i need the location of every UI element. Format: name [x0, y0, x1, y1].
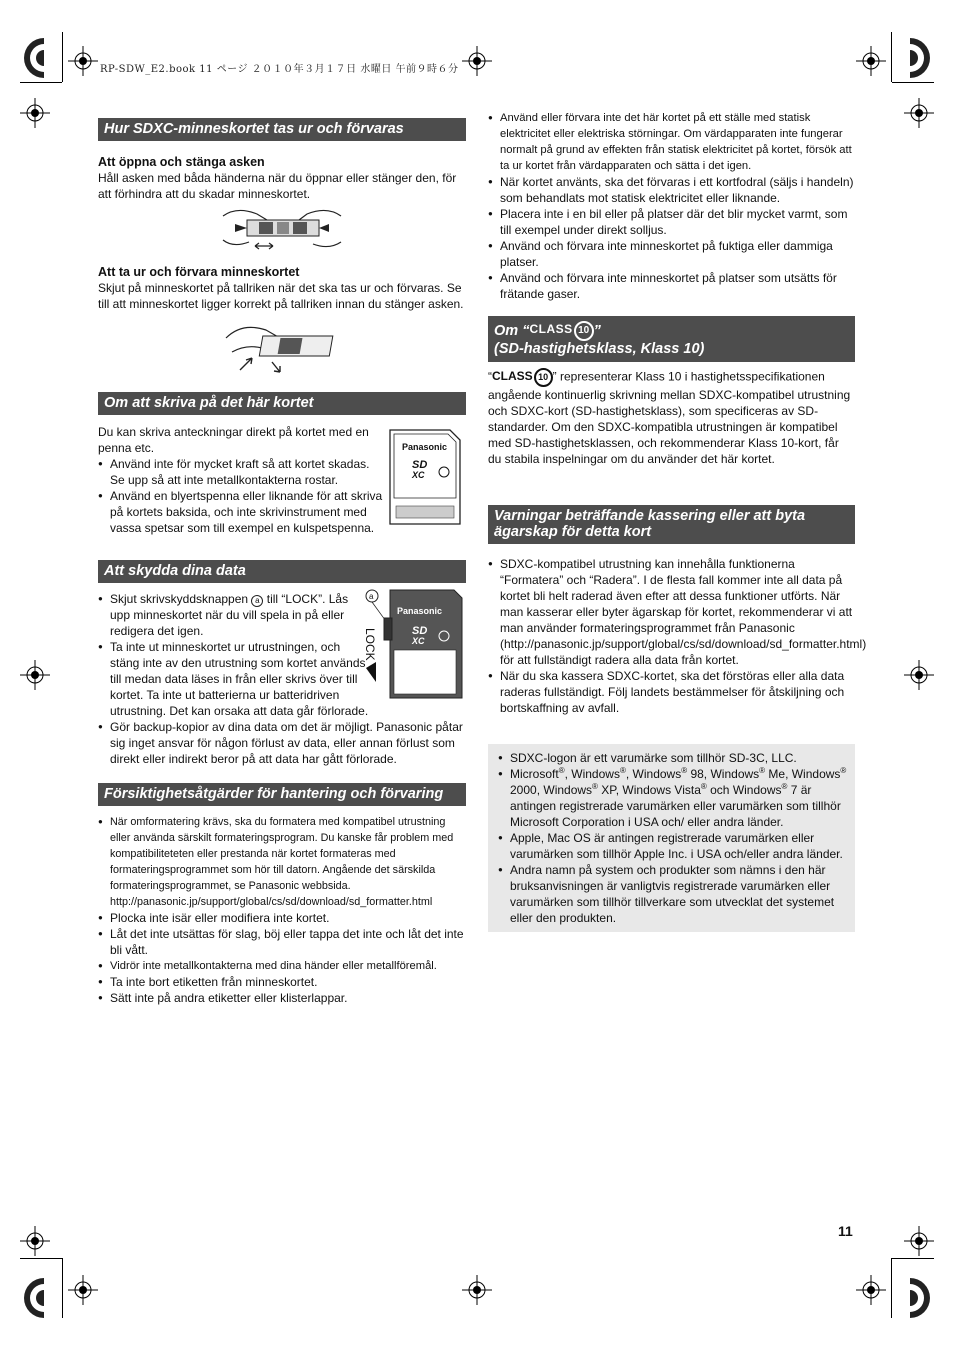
registration-mark-icon	[20, 660, 50, 690]
color-wheel-icon	[910, 1278, 934, 1318]
section-handling	[98, 783, 466, 1006]
left-column	[98, 118, 466, 1006]
svg-text:SD: SD	[412, 459, 428, 471]
paragraph: “CLASS 10 ” representerar Klass 10 i hastighetsspecifikationen angående kontinuerlig skrivning mellan SDXC-kompatibel utrustning och SDXC-kort (SD-hastighetsklass), som specificeras av SD-standarder. Om den SDXC-kompatibla utrustningen är kompatibel med SD-hastighetsklassen, och rekommenderar Klass 10-kort, får du stabila inspelningar om du använder det här kortet.	[488, 369, 851, 466]
color-wheel-icon	[20, 1278, 44, 1318]
svg-text:XC: XC	[412, 470, 425, 480]
section-remove-store	[98, 118, 466, 378]
section-heading: Att skydda dina data	[98, 560, 466, 583]
list-item: ● Gör backup-kopior av dina data om det är möjligt. Panasonic påtar sig inget ansvar för någon förlust av data, eller annan förlust som direkt eller indirekt beror på att data har gått förlorade.	[98, 719, 466, 767]
list-item: ● Microsoft®, Windows®, Windows® 98, Windows® Me, Windows® 2000, Windows® XP, Windows Vista® och Windows® 7 är antingen registrerade varumärken eller varumärken som tillhör Microsoft Corporation i USA och/ eller andra länder.	[498, 766, 847, 830]
crop-line	[62, 32, 63, 82]
registration-mark-icon	[68, 1275, 98, 1305]
list-item: ● Använd och förvara inte minneskortet på platser som utsätts för frätande gaser.	[488, 270, 855, 302]
card-brand: Panasonic	[402, 442, 448, 452]
list-item: ● Använd inte för mycket kraft så att kortet skadas. Se upp så att inte metallkontakterna rostar.	[98, 456, 386, 488]
section-heading: Om att skriva på det här kortet	[98, 392, 466, 415]
section-protect-data	[98, 560, 466, 767]
list-item: ● Ta inte bort etiketten från minneskortet.	[98, 974, 466, 990]
registration-mark-icon	[20, 1226, 50, 1256]
list-item: ● Andra namn på system och produkter som nämns i den här bruksanvisningen är vanligtvis registrerade varumärken eller varumärken som tillhör tillverkare som utvecklat det systemet eller den produkten.	[498, 862, 847, 926]
section-heading: Försiktighetsåtgärder för hantering och förvaring	[98, 783, 466, 806]
registration-mark-icon	[68, 46, 98, 76]
marker-a-icon: a	[251, 595, 263, 607]
paragraph: Du kan skriva anteckningar direkt på kortet med en penna etc.	[98, 425, 369, 455]
paragraph: Håll asken med båda händerna när du öppnar eller stänger den, för att förhindra att du skadar minneskortet.	[98, 171, 457, 201]
registration-mark-icon	[462, 46, 492, 76]
section-disposal	[488, 505, 867, 716]
sd-card-back-illustration	[388, 428, 462, 526]
bullet-list	[488, 556, 867, 716]
section-heading: Hur SDXC-minneskortet tas ur och förvaras	[98, 118, 466, 141]
list-item: ● SDXC-logon är ett varumärke som tillhör SD-3C, LLC.	[498, 750, 847, 766]
lock-label: LOCK	[363, 628, 377, 661]
subheading-open-close: Att öppna och stänga asken	[98, 155, 265, 169]
bullet-list	[98, 814, 466, 1006]
list-item: ● Använd eller förvara inte det här kortet på ett ställe med statisk elektricitet eller elektriska störningar. Om värdapparaten inte fungerar normalt på grund av effekten från statisk elektricitet på kortet, försök att ta ur kortet från värdapparaten och sätta i det igen.	[488, 110, 855, 174]
list-item: ● Låt det inte utsättas för slag, böj eller tappa det inte och låt det inte bli vått.	[98, 926, 466, 958]
card-brand: Panasonic	[397, 606, 443, 616]
bullet-list	[98, 456, 386, 536]
color-wheel-icon	[20, 38, 44, 78]
list-item: ● Plocka inte isär eller modifiera inte kortet.	[98, 910, 466, 926]
marker-a: a	[369, 592, 374, 601]
crop-line	[20, 1258, 62, 1259]
registration-mark-icon	[904, 1226, 934, 1256]
sd-card-lock-illustration	[362, 588, 466, 700]
list-item: ● Placera inte i en bil eller på platser där det blir mycket varmt, som till exempel under direkt solljus.	[488, 206, 855, 238]
list-item: ● När omformatering krävs, ska du formatera med kompatibel utrustning eller använda särskilt formateringsprogram. Du kanske får problem med kompatibiliteteten eller prestanda när kortet formateras med formateringsprogrammet som hör till datorn. Angående det särskilda formateringsprogrammet, se Panasonic webbsida. http://panasonic.jp/support/global/cs/sd/download/sd_formatter.html	[98, 814, 466, 910]
bullet-list	[488, 110, 855, 302]
page-number: 11	[838, 1223, 853, 1239]
list-item: ● Använd och förvara inte minneskortet på fuktiga eller dammiga platser.	[488, 238, 855, 270]
registration-mark-icon	[904, 98, 934, 128]
registration-mark-icon	[856, 46, 886, 76]
list-item: ● Apple, Mac OS är antingen registrerade varumärken eller varumärken som tillhör Apple Inc. i USA och/eller andra länder.	[498, 830, 847, 862]
hands-opening-case-illustration	[217, 202, 347, 258]
trademark-list	[498, 750, 847, 926]
list-item: ● När du ska kassera SDXC-kortet, ska det förstöras eller alla data raderas fullständigt. Följ landets bestämmelser för åtskiljning och bortskaffning av avfall.	[488, 668, 855, 716]
crop-line	[892, 82, 934, 83]
list-item: ● Använd en blyertspenna eller liknande för att skriva på kortets baksida, och inte skrivinstrument med vassa spetsar som till exempel en kulspetspenna.	[98, 488, 386, 536]
class10-logo-icon: CLASS 10	[529, 321, 593, 341]
section-class10	[488, 316, 855, 467]
crop-line	[892, 1258, 934, 1259]
list-item: ● Sätt inte på andra etiketter eller klisterlappar.	[98, 990, 466, 1006]
list-item: ● Skjut skrivskyddsknappen a till “LOCK”. Lås upp minneskortet när du vill spela in på eller redigera det igen.	[98, 591, 360, 639]
crop-line	[62, 1258, 63, 1318]
list-item: ● Vidrör inte metallkontakterna med dina händer eller metallföremål.	[98, 958, 466, 974]
hand-sliding-card-illustration	[222, 318, 342, 378]
list-item: ● När kortet använts, ska det förvaras i ett kortfodral (säljs i handeln) som behandlats mot statisk elektricitet eller liknande.	[488, 174, 855, 206]
section-writing	[98, 392, 466, 536]
crop-line	[20, 82, 62, 83]
registration-mark-icon	[20, 98, 50, 128]
svg-text:SD: SD	[412, 625, 428, 637]
subheading-remove-store: Att ta ur och förvara minneskortet	[98, 265, 300, 279]
registration-mark-icon	[856, 1275, 886, 1305]
crop-line	[891, 32, 892, 82]
crop-line	[891, 1258, 892, 1318]
registration-mark-icon	[904, 660, 934, 690]
color-wheel-icon	[910, 38, 934, 78]
svg-text:XC: XC	[412, 636, 425, 646]
section-heading: Varningar beträffande kassering eller att byta ägarskap för detta kort	[488, 505, 855, 544]
list-item: ● SDXC-kompatibel utrustning kan innehålla funktionerna “Formatera” och “Radera”. I de flesta fall kommer inte all data på kortet bli helt raderad även efter att dessa funktioner utförts. När man kasserar eller byter ägarskap för kortet, rekommenderar vi att man använder formateringsprogrammet från Panasonic (http://panasonic.jp/support/global/cs/sd/download/sd_formatter.html) för att fullständigt radera alla data från kortet.	[488, 556, 855, 668]
print-header: RP-SDW_E2.book 11 ページ ２０１０年３月１７日 水曜日 午前９時６分	[100, 64, 459, 75]
paragraph: Skjut på minneskortet på tallriken när det ska tas ur och förvaras. Se till att minneskortet ligger korrekt på tallriken innan du stänger asken.	[98, 281, 464, 311]
right-column	[488, 110, 867, 932]
trademark-box	[488, 744, 855, 932]
class10-logo-icon: CLASS 10	[492, 368, 553, 387]
section-heading: Om “CLASS 10 ” (SD-hastighetsklass, Klass 10)	[488, 316, 855, 362]
list-item: ● Ta inte ut minneskortet ur utrustningen, och stäng inte av den utrustning som kortet används till medan data läses in från eller skrivs över till kortet. Ta inte ut batterierna ur batteridriven utrustning. Det kan orsaka att data går förlorade.	[98, 639, 466, 719]
registration-mark-icon	[462, 1275, 492, 1305]
